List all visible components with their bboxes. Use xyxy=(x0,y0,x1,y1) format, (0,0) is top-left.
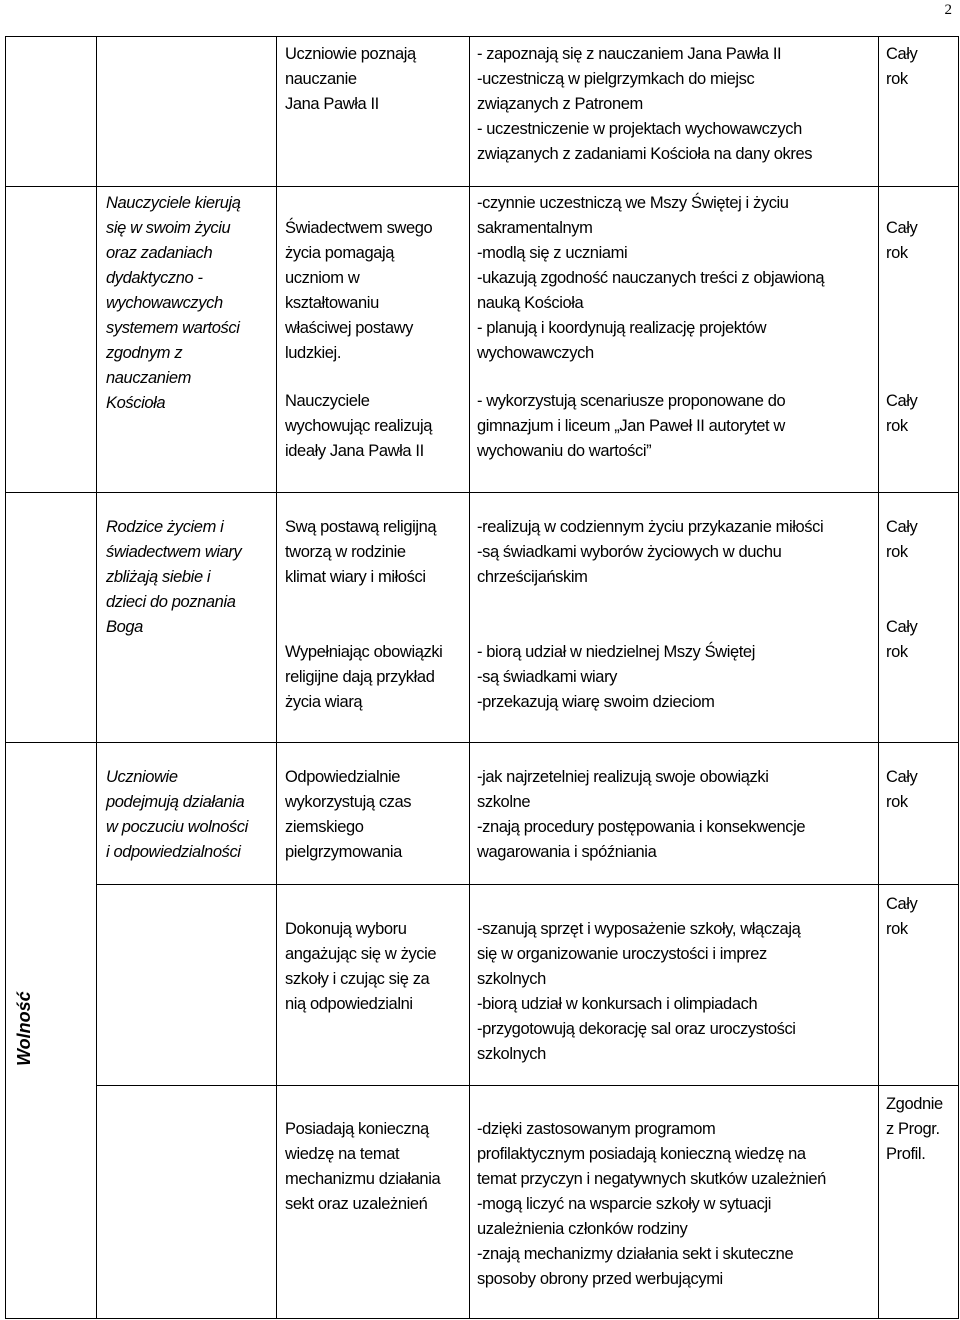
row3-term-a: Cały rok xyxy=(886,518,918,561)
row3-term-b: Cały rok xyxy=(886,618,918,661)
row4-tasks: -jak najrzetelniej realizują swoje obowiązki szkolne -znają procedury postępowania i konsekwencje wagarowania i spóźniania xyxy=(477,768,806,861)
row4-objective: Odpowiedzialnie wykorzystują czas ziemskiego pielgrzymowania xyxy=(285,768,412,861)
row2-objective-b: Nauczyciele wychowując realizują ideały Jana Pawła II xyxy=(285,392,432,460)
row3-tasks-a: -realizują w codziennym życiu przykazanie miłości -są świadkami wyborów życiowych w duchu chrześcijańskim xyxy=(477,518,824,586)
row6-objective: Posiadają konieczną wiedzę na temat mechanizmu działania sekt oraz uzależnień xyxy=(285,1120,441,1213)
row1-term: Cały rok xyxy=(886,45,918,88)
page-number: 2 xyxy=(944,2,952,18)
row2-tasks-a: -czynnie uczestniczą we Mszy Świętej i życiu sakramentalnym -modlą się z uczniami -ukazują zgodność nauczanych treści z objawioną nauką Kościoła - planują i koordynują realizację projektów wychowawczych xyxy=(477,194,825,362)
row4-goal: Uczniowie podejmują działania w poczuciu wolności i odpowiedzialności xyxy=(106,768,248,861)
row1-objective: Uczniowie poznają nauczanie Jana Pawła II xyxy=(285,45,416,113)
section-label-vertical: Wolność xyxy=(14,991,34,1066)
row3-objective-a: Swą postawą religijną tworzą w rodzinie klimat wiary i miłości xyxy=(285,518,437,586)
row5-objective: Dokonują wyboru angażując się w życie szkoły i czując się za nią odpowiedzialni xyxy=(285,920,437,1013)
row6-tasks: -dzięki zastosowanym programom profilaktycznym posiadają konieczną wiedzę na temat przyczyn i negatywnych skutków uzależnień -mogą liczyć na wsparcie szkoły w sytuacji uzależnienia członków rodziny -znają mechanizmy działania sekt i skuteczne sposoby obrony przed werbującymi xyxy=(477,1120,826,1288)
row3-objective-b: Wypełniając obowiązki religijne dają przykład życia wiarą xyxy=(285,643,443,711)
row2-tasks-b: - wykorzystują scenariusze proponowane do gimnazjum i liceum „Jan Paweł II autorytet w wychowaniu do wartości” xyxy=(477,392,786,460)
row5-term: Cały rok xyxy=(886,895,918,938)
row4-term: Cały rok xyxy=(886,768,918,811)
row3-tasks-b: - biorą udział w niedzielnej Mszy Świętej -są świadkami wiary -przekazują wiarę swoim dzieciom xyxy=(477,643,755,711)
row6-term: Zgodnie z Progr. Profil. xyxy=(886,1095,943,1163)
row2-goal: Nauczyciele kierują się w swoim życiu oraz zadaniach dydaktyczno - wychowawczych systemem wartości zgodnym z nauczaniem Kościoła xyxy=(106,194,241,412)
row2-term-b: Cały rok xyxy=(886,392,918,435)
row2-objective-a: Świadectwem swego życia pomagają uczniom w kształtowaniu właściwej postawy ludzkiej. xyxy=(285,219,433,362)
row5-tasks: -szanują sprzęt i wyposażenie szkoły, włączają się w organizowanie uroczystości i imprez szkolnych -biorą udział w konkursach i olimpiadach -przygotowują dekorację sal oraz uroczystości szkolnych xyxy=(477,920,801,1063)
row2-term-a: Cały rok xyxy=(886,219,918,262)
row3-goal: Rodzice życiem i świadectwem wiary zbliżają siebie i dzieci do poznania Boga xyxy=(106,518,242,636)
row1-tasks: - zapoznają się z nauczaniem Jana Pawła II -uczestniczą w pielgrzymkach do miejsc związanych z Patronem - uczestniczenie w projektach wychowawczych związanych z zadaniami Kościoła na dany okres xyxy=(477,45,813,163)
